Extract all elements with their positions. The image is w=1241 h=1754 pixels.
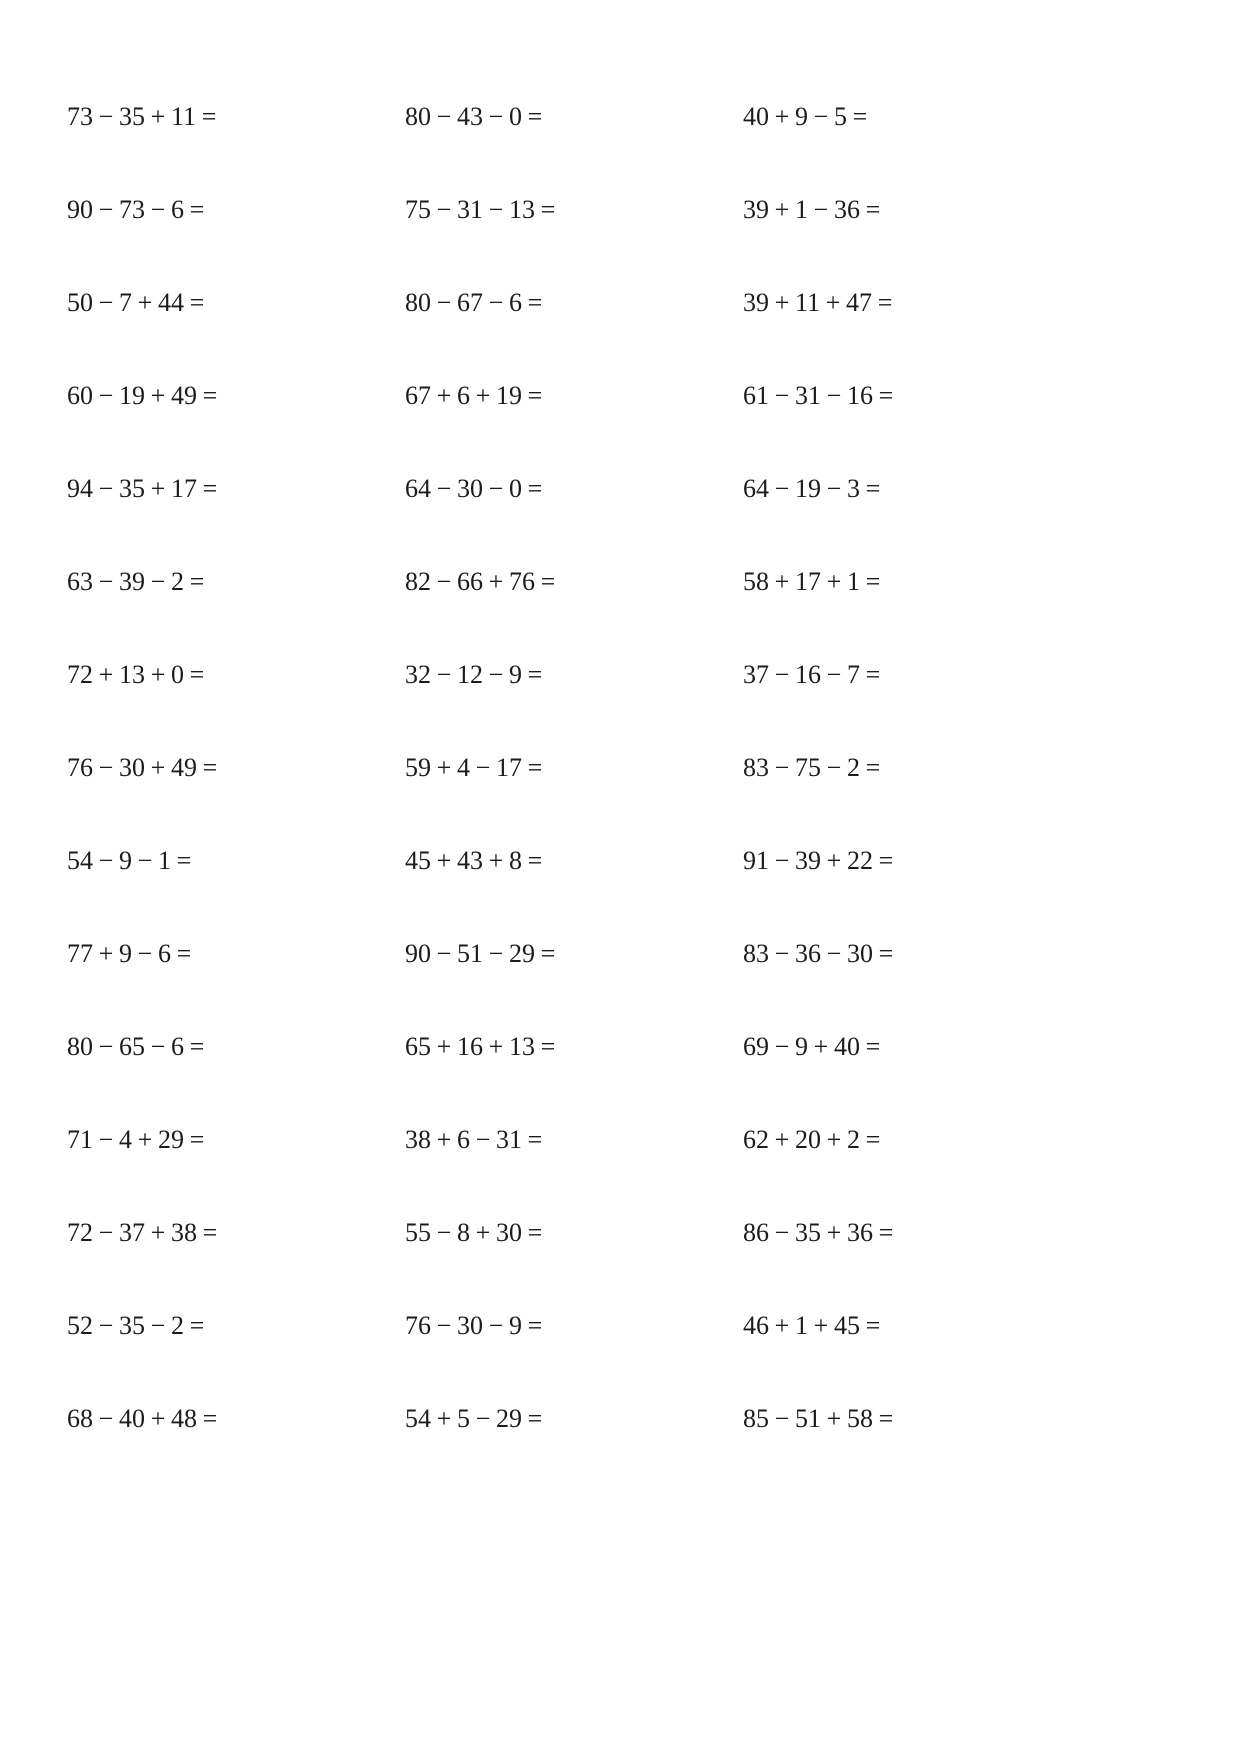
math-problem: 54 + 5 − 29 = xyxy=(405,1404,543,1434)
math-problem: 39 + 1 − 36 = xyxy=(743,194,881,224)
math-problem: 94 − 35 + 17 = xyxy=(67,473,218,503)
math-problem: 40 + 9 − 5 = xyxy=(743,101,868,131)
math-problem: 69 − 9 + 40 = xyxy=(743,1032,881,1062)
math-problem: 77 + 9 − 6 = xyxy=(67,939,192,969)
math-problem: 76 − 30 − 9 = xyxy=(405,1311,543,1341)
math-problem: 80 − 67 − 6 = xyxy=(405,287,543,317)
math-problem: 83 − 75 − 2 = xyxy=(743,752,881,782)
math-problem: 90 − 73 − 6 = xyxy=(67,194,205,224)
math-problem: 72 + 13 + 0 = xyxy=(67,659,205,689)
math-problem: 52 − 35 − 2 = xyxy=(67,1311,205,1341)
problem-row xyxy=(0,349,1241,442)
math-problem: 61 − 31 − 16 = xyxy=(743,380,894,410)
math-problem: 90 − 51 − 29 = xyxy=(405,939,556,969)
math-problem: 62 + 20 + 2 = xyxy=(743,1125,881,1155)
math-problem: 63 − 39 − 2 = xyxy=(67,566,205,596)
math-problem: 76 − 30 + 49 = xyxy=(67,752,218,782)
math-problem: 91 − 39 + 22 = xyxy=(743,846,894,876)
problem-row xyxy=(0,1093,1241,1186)
problem-row xyxy=(0,1000,1241,1093)
problem-row xyxy=(0,535,1241,628)
math-problem: 50 − 7 + 44 = xyxy=(67,287,205,317)
problem-row xyxy=(0,70,1241,163)
problem-row xyxy=(0,1372,1241,1465)
math-problem: 71 − 4 + 29 = xyxy=(67,1125,205,1155)
math-problem: 68 − 40 + 48 = xyxy=(67,1404,218,1434)
math-problem: 80 − 65 − 6 = xyxy=(67,1032,205,1062)
problem-row xyxy=(0,442,1241,535)
math-problem: 58 + 17 + 1 = xyxy=(743,566,881,596)
math-problem: 75 − 31 − 13 = xyxy=(405,194,556,224)
problem-row xyxy=(0,163,1241,256)
problem-row xyxy=(0,256,1241,349)
math-problem: 45 + 43 + 8 = xyxy=(405,846,543,876)
math-problem: 83 − 36 − 30 = xyxy=(743,939,894,969)
math-problem: 46 + 1 + 45 = xyxy=(743,1311,881,1341)
problem-row xyxy=(0,721,1241,814)
math-problem: 86 − 35 + 36 = xyxy=(743,1218,894,1248)
math-problem: 32 − 12 − 9 = xyxy=(405,659,543,689)
math-problem: 67 + 6 + 19 = xyxy=(405,380,543,410)
problem-row xyxy=(0,1279,1241,1372)
math-problem: 82 − 66 + 76 = xyxy=(405,566,556,596)
math-problem: 54 − 9 − 1 = xyxy=(67,846,192,876)
math-problem: 38 + 6 − 31 = xyxy=(405,1125,543,1155)
math-problem: 60 − 19 + 49 = xyxy=(67,380,218,410)
math-problem: 85 − 51 + 58 = xyxy=(743,1404,894,1434)
math-problem: 80 − 43 − 0 = xyxy=(405,101,543,131)
math-problem: 55 − 8 + 30 = xyxy=(405,1218,543,1248)
math-problem: 39 + 11 + 47 = xyxy=(743,287,893,317)
problem-row xyxy=(0,1186,1241,1279)
math-problem: 59 + 4 − 17 = xyxy=(405,752,543,782)
math-problem: 64 − 30 − 0 = xyxy=(405,473,543,503)
math-problem: 37 − 16 − 7 = xyxy=(743,659,881,689)
math-problem: 72 − 37 + 38 = xyxy=(67,1218,218,1248)
problem-row xyxy=(0,907,1241,1000)
math-problem: 73 − 35 + 11 = xyxy=(67,101,217,131)
problem-row xyxy=(0,628,1241,721)
math-problem: 65 + 16 + 13 = xyxy=(405,1032,556,1062)
math-problem: 64 − 19 − 3 = xyxy=(743,473,881,503)
problem-row xyxy=(0,814,1241,907)
